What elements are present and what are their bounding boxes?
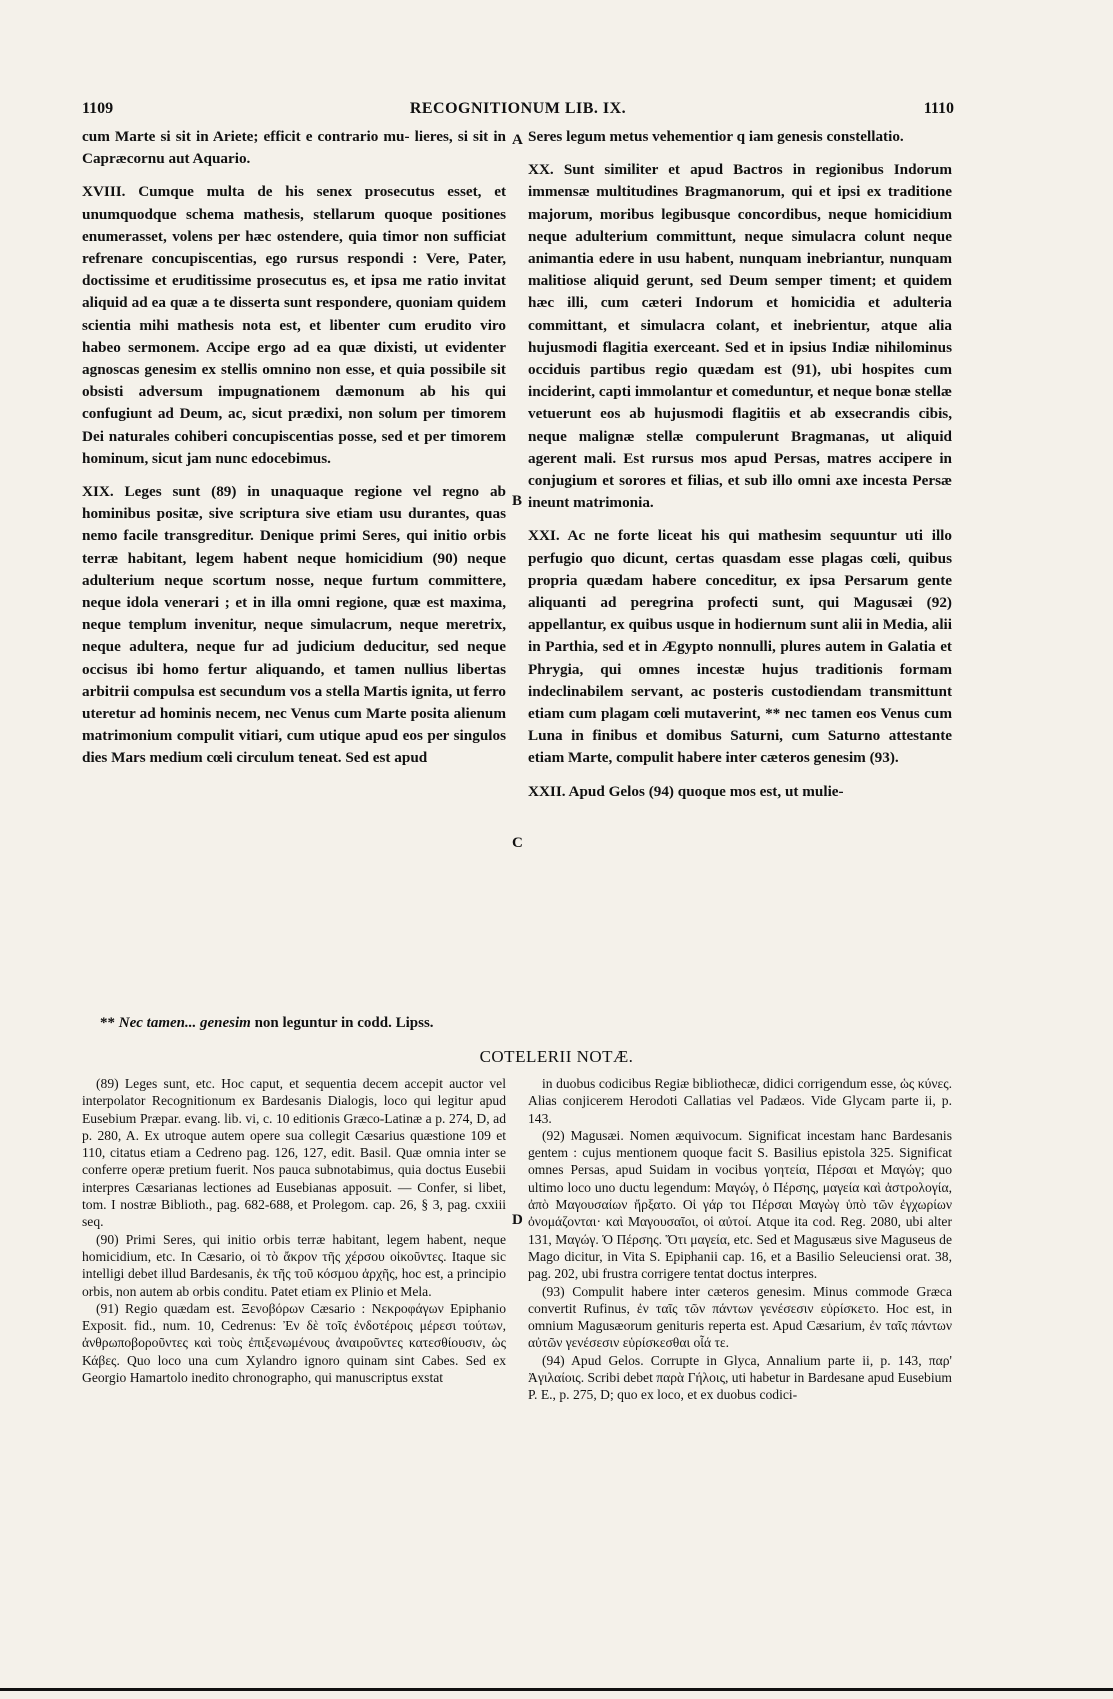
footnote-mark: ** bbox=[100, 1015, 115, 1031]
paragraph-continuation-right: Seres legum metus vehementior q iam genesis constellatio. bbox=[528, 128, 904, 145]
notes-heading: COTELERII NOTÆ. bbox=[479, 1047, 634, 1066]
note-89: (89) Leges sunt, etc. Hoc caput, et sequentia decem accepit auctor vel interpolator Recognitionum ex Bardesanis Dialogis, loco qui legitur apud Eusebium Præpar. evang. lib. vi, c. 10 editionis Græco-Latinæ a p. 274, D, ad p. 280, A. Ex utroque autem opere sua collegit Cæsarius quæstione 109 et 110, citatus etiam a Cedreno pag. 126, 127, edit. Basil. Quæ omnia inter se conferre operæ pretium fuerit. Nos pauca subnotabimus, quia doctus Eusebii interpres Cæsarianas lectiones ad Eusebianas apposuit. — Confer, si libet, tom. I nostræ Biblioth., pag. 682-688, et Prolegom. cap. 26, § 3, pag. cxxiii seq. bbox=[82, 1076, 506, 1230]
page-number-left: 1109 bbox=[82, 100, 114, 117]
page-number-right: 1110 bbox=[923, 100, 954, 117]
margin-mark-d: D bbox=[512, 1212, 523, 1228]
main-text-left-column bbox=[82, 126, 506, 770]
note-90: (90) Primi Seres, qui initio orbis terræ habitant, legem habent, neque homicidium, etc. In Cæsario, οἱ τὸ ἄκρον τῆς χέρσου οἰκοῦντες. Itaque sic intelligi debet illud Bardesanis, ἐκ τῆς τοῦ κόσμου ἀρχῆς, hoc est, a principio orbis, non autem ab orbis conditu. Patet etiam ex Plinio et Mela. bbox=[82, 1231, 506, 1299]
note-93: (93) Compulit habere inter cæteros genesim. Minus commode Græca convertit Rufinus, ἐν ταῖς τῶν πάντων γενέσεσιν εὑρίσκετο. Hoc est, in omnium Magusæorum genituris reperta est. Apud Cæsarium, ἐν ταῖς πάντων αὐτῶν γενέσεσιν εὑρίσκεσθαι οἷά τε. bbox=[528, 1283, 952, 1351]
paragraph-continuation: cum Marte si sit in Ariete; efficit e contrario mu- lieres, si sit in Capræcornu aut Aquario. bbox=[82, 128, 506, 168]
margin-mark-c: C bbox=[512, 835, 523, 851]
paragraph-xxii: XXII. Apud Gelos (94) quoque mos est, ut mulie- bbox=[528, 782, 844, 800]
footnote-italic: Nec tamen... genesim bbox=[118, 1015, 251, 1031]
paragraph-xxi: XXI. Ac ne forte liceat his qui mathesim sequuntur uti illo perfugio quo dicunt, certas quasdam esse plagas cœli, quibus propria quædam habere conceditur, ex ipsa Persarum gente aliquanti ad peregrina profecti sunt, qui Magusæi (92) appellantur, ex quibus usque in hodiernum sunt alii in Media, alii in Parthia, sed et in Ægypto nonnulli, plures autem in Galatia et Phrygia, qui omnes incestæ hujus traditionis formam indeclinabilem servant, ac posteris custodiendam transmittunt etiam cum plagam cœli mutaverint, ** nec tamen eos Venus cum Luna in finibus et domibus Saturni, cum Saturno attestante etiam Marte, compulit habere inter cæteros genesim (93). bbox=[528, 527, 952, 767]
footnote-text: non leguntur in codd. Lipss. bbox=[254, 1015, 434, 1031]
note-91-continued: in duobus codicibus Regiæ bibliothecæ, didici corrigendum esse, ὡς κύνες. Alias conjicerem Herodoti Callatias vel Padæos. Vide Glycam parte ii, p. 143. bbox=[528, 1076, 952, 1126]
main-text-right-column bbox=[528, 126, 952, 803]
footnote bbox=[100, 1015, 960, 1032]
bottom-rule bbox=[0, 1688, 1113, 1691]
paragraph-xx: XX. Sunt similiter et apud Bactros in regionibus Indorum immensæ multitudines Bragmanorum, qui et ipsi ex traditione majorum, moribus legibusque concordibus, neque homicidium neque adulterium committunt, neque simulacra colunt neque animantia edere in usu habent, nunquam inebriantur, nunquam malitiose aliquid gerunt, sed Deum semper timent; et quidem hæc illi, cum cæteri Indorum et homicidia et adulteria committant, et simulacra colant, et inebrientur, atque alia hujusmodi flagitia exerceant. Sed et in ipsius Indiæ nihilominus occiduis partibus regio quædam est (91), ubi hospites cum inciderint, capti immolantur et comeduntur, et neque bonæ stellæ vetuerunt eos ab hujusmodi flagitiis et ab exsecrandis cibis, neque malignæ stellæ compulerunt Bragmanas, ut aliquid agerent mali. Est rursus mos apud Persas, matres accipere in conjugium et sorores et filias, et sub illo omni axe incesta Persæ ineunt matrimonia. bbox=[528, 161, 952, 512]
running-header bbox=[82, 100, 954, 126]
paragraph-xviii: XVIII. Cumque multa de his senex prosecutus esset, et unumquodque schema mathesis, stellarum quoque positiones enumerasset, volens per hæc ostendere, quia timor non sufficiat refrenare concupiscentias, ego rursus respondi : Vere, Pater, doctissime et eruditissime prosecutus es, et ipsa me ratio invitat aliquid ad ea quæ a te disserta sunt respondere, quoniam quidem scientia mihi mathesis nota est, et libenter cum erudito viro habeo sermonem. Accipe ergo ad ea quæ dixisti, ut evidenter agnoscas genesim ex stellis omnino non esse, et quia possibile sit obsisti adversum impugnationem dæmonum ab his qui confugiunt ad Deum, ac, sicut prædixi, non solum per timorem Dei naturales cohiberi concupiscentias posse, sed et per timorem hominum, sicut jam nunc edocebimus. bbox=[82, 183, 506, 467]
margin-mark-a: A bbox=[512, 132, 523, 148]
paragraph-xix: XIX. Leges sunt (89) in unaquaque regione vel regno ab hominibus positæ, sive scriptura sive etiam usu durantes, quas nemo facile transgreditur. Denique primi Seres, qui initio orbis terræ habitant, legem habent neque homicidium (90) neque adulterium neque scortum nosse, neque furtum committere, neque idola venerari ; et in illa omni regione, quæ est maxima, neque templum invenitur, neque simulacrum, neque meretrix, neque adultera, neque fur ad judicium deducitur, sed neque occisus ibi homo fertur aliquando, et tamen nullius libertas arbitrii compulsa est secundum vos a stella Martis ignita, ut ferro uteretur ad hominis necem, nec Venus cum Marte posita alienum matrimonium compulit vitiari, cum utique apud eos per singulos dies Mars medium cœli circulum teneat. Sed est apud bbox=[82, 483, 506, 767]
note-92: (92) Magusæi. Nomen æquivocum. Significat incestam hanc Bardesanis gentem : cujus mentionem quoque facit S. Basilius epistola 325. Significat omnes Persas, apud Suidam in vocibus γοητεία, Πέρσαι et Μαγώγ; quo ultimo loco uno ductu legendum: Μαγώγ, ὁ Πέρσης, μαγεία καὶ ἀστρολογία, ἀπὸ Μαγουσαίων ἤρξατο. Οἱ γάρ τοι Πέρσαι Μαγὼγ ὑπὸ τῶν ἐγχωρίων ὀνομάζονται· καὶ Μαγουσαῖοι, οἱ αὐτοί. Atque ita cod. Reg. 2080, ubi alter 131, Μαγώγ. Ὁ Πέρσης. Ὅτι μαγεία, etc. Sed et Magusæus sive Maguseus de Mago dicitur, in Vita S. Epiphanii cap. 16, et a Basilio Seleuciensi orat. 38, pag. 202, ubi frustra corrigere tentat doctus interpres. bbox=[528, 1127, 952, 1282]
notes-right-column bbox=[528, 1075, 952, 1404]
note-91: (91) Regio quædam est. Ξενοβόρων Cæsario : Νεκροφάγων Epiphanio Exposit. fid., num. 10, Cedrenus: Ἐν δὲ τοῖς ἐνδοτέροις μέρεσι τούτων, ἀνθρωποβοροῦντες καὶ τοὺς ἐπιξενωμένους ἀναιροῦντες κατεσθίουσιν, ὡς Κάβες. Quo loco una cum Xylandro ignoro quinam sint Cabes. Sed ex Georgio Hamartolo inedito chronographo, qui manuscriptus exstat bbox=[82, 1300, 506, 1386]
margin-mark-b: B bbox=[512, 493, 523, 509]
notes-left-column bbox=[82, 1075, 506, 1386]
note-94: (94) Apud Gelos. Corrupte in Glyca, Annalium parte ii, p. 143, παρ' Ἀγιλαίοις. Scribi debet παρὰ Γήλοις, uti habetur in Bardesane apud Eusebium P. E., p. 275, D; quo ex loco, et ex duobus codici- bbox=[528, 1352, 952, 1403]
running-title: RECOGNITIONUM LIB. IX. bbox=[409, 100, 627, 117]
